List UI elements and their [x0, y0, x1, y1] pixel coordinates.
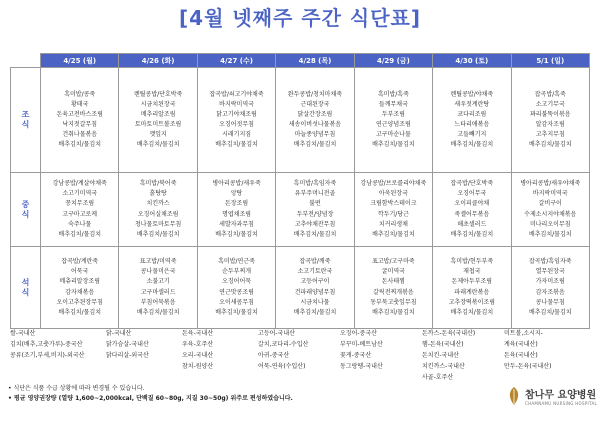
- origin-item: 김치(배추,고춧가루)-중국산: [10, 341, 83, 348]
- origin-column: [340, 328, 383, 372]
- hospital-english-name: CHAMNAMU NURSING HOSPITAL: [525, 401, 598, 406]
- meal-row: [11, 247, 590, 329]
- menu-item: 병아리콩밥/새우죽: [212, 180, 261, 188]
- menu-item: 소고기토란국: [297, 268, 333, 276]
- menu-item: 해초샐러드: [457, 220, 487, 228]
- menu-item: 오이새콤무침: [219, 298, 254, 306]
- origin-item: 만두-돈육(국내산): [504, 363, 552, 370]
- menu-item: 흑미밥/현두부죽: [450, 258, 494, 266]
- menu-item: 잡곡밥/흑죽: [534, 90, 566, 98]
- menu-item: 강남콩밥/계살야채죽: [52, 180, 107, 188]
- menu-cell: [433, 68, 511, 173]
- menu-cell: [354, 68, 432, 173]
- origin-item: 돈육(국내산): [504, 352, 538, 359]
- origin-item: 고등어-국내산: [258, 330, 295, 337]
- menu-item: 토마토미트볼조림: [134, 121, 182, 128]
- menu-item: 콩나물무침: [535, 298, 565, 306]
- menu-item: 갈릭전찌개볶음: [373, 288, 414, 296]
- menu-item: 고들빼기지: [457, 131, 487, 139]
- date-header: 4/28 (목): [276, 54, 354, 68]
- menu-item: 배추김치/물김치: [450, 230, 494, 238]
- note-item: • 식단은 식품 수급 상황에 따라 변경될 수 있습니다.: [8, 385, 145, 392]
- menu-cell: [119, 173, 197, 247]
- menu-item: 치킨까스: [146, 200, 170, 208]
- menu-cell: [511, 173, 589, 247]
- menu-item: 메추리알조림: [140, 110, 176, 118]
- menu-item: 소고기미역국: [62, 190, 98, 198]
- menu-item: 메츄리알장조림: [59, 278, 100, 286]
- menu-item: 시금치나물: [300, 298, 330, 306]
- menu-item: 깍두기/당근: [377, 210, 409, 218]
- menu-item: 배추김치/물김치: [372, 141, 415, 149]
- meal-label: 조식: [11, 68, 41, 173]
- menu-item: 배추김치/물김치: [293, 141, 337, 149]
- menu-item: 열무된장국: [535, 268, 565, 276]
- menu-cell: [197, 68, 275, 173]
- menu-item: 돈제아두부조림: [451, 278, 493, 286]
- menu-item: 알감자조림: [535, 121, 565, 128]
- origin-column: [504, 328, 551, 372]
- menu-item: 수제소시지야채볶음: [524, 210, 577, 218]
- menu-item: 건파래양념무침: [294, 288, 336, 296]
- meal-row: [11, 68, 590, 173]
- menu-cell: [511, 68, 589, 173]
- menu-item: 연근양념조림: [376, 121, 411, 128]
- menu-cell: [197, 173, 275, 247]
- menu-item: 바지락미역국: [532, 190, 568, 198]
- note-item: • 평균 영양권장량 (열량 1,600~2,000kcal, 단백질 60~80g, 지질 30~50g) 위주로 편성하였습니다.: [8, 395, 293, 402]
- menu-item: 닭살간장조림: [297, 110, 333, 118]
- menu-item: 마늘종양념무침: [294, 131, 336, 139]
- menu-item: 시금치된장국: [140, 100, 176, 108]
- menu-item: 동부묵고춧잎무침: [370, 298, 417, 306]
- menu-item: 잡곡밥/쇠고기야채죽: [209, 90, 264, 98]
- menu-item: 고추장떡볶이조림: [448, 298, 495, 306]
- menu-item: 배추김치/물김치: [528, 308, 572, 316]
- menu-cell: [197, 247, 275, 329]
- menu-item: 배추김치/물김치: [58, 308, 101, 316]
- hospital-logo: [506, 386, 597, 406]
- origin-item: 돈육-국내산: [182, 330, 214, 337]
- menu-item: 굴미역국: [381, 268, 405, 276]
- menu-item: 명엽채조림: [222, 210, 252, 218]
- origin-item: 꽃게-중국산: [340, 352, 372, 359]
- menu-item: 배추김치/물김치: [450, 141, 494, 149]
- menu-item: 바지락미역국: [219, 100, 254, 108]
- menu-item: 렌틸콩밥/단호박죽: [133, 90, 183, 98]
- menu-item: 배추김치/물김치: [136, 141, 180, 149]
- meal-label: 석식: [11, 247, 41, 329]
- origin-item: 참치-원양산: [182, 363, 214, 370]
- menu-item: 느타리애볶음: [454, 121, 490, 128]
- menu-item: 흑미밥/연근죽: [218, 258, 255, 266]
- menu-item: 완두콩밥/청치마채죽: [287, 90, 343, 98]
- menu-item: 배추김치/물김치: [215, 230, 258, 238]
- origin-item: 갈치,코다리-수입산: [258, 341, 309, 348]
- menu-item: 깻잎지: [149, 131, 167, 139]
- menu-item: 새우젓계란탕: [454, 100, 490, 108]
- menu-item: 들깨무채국: [378, 100, 408, 108]
- menu-item: 소불고기: [146, 278, 170, 286]
- menu-cell: [433, 247, 511, 329]
- menu-item: 잡곡밥/계란죽: [61, 258, 99, 266]
- meal-table: [10, 53, 590, 329]
- menu-item: 파래계란볶음: [454, 288, 490, 296]
- menu-item: 강남콩밥/브로콜리야채죽: [360, 180, 427, 188]
- menu-cell: [433, 173, 511, 247]
- menu-item: 유부주머니전골: [294, 190, 336, 198]
- menu-item: 가자미조림: [535, 278, 565, 286]
- menu-item: 고추야채잔무침: [294, 220, 336, 228]
- date-header: 4/29 (금): [354, 54, 432, 68]
- origin-item: 오리-국내산: [182, 352, 214, 359]
- origin-column: [182, 328, 213, 372]
- meal-label: 중식: [11, 173, 41, 247]
- notes: [8, 384, 293, 404]
- menu-item: 흑미밥/흑임자죽: [293, 180, 337, 188]
- menu-item: 숙주나물: [68, 220, 92, 228]
- menu-item: 고구마순나물: [376, 131, 411, 139]
- menu-item: 오징어무국: [457, 190, 487, 198]
- ingredient-origin-list: [10, 328, 590, 381]
- menu-item: 순두부찌개: [222, 268, 252, 276]
- menu-item: 고구마고로케: [62, 210, 98, 218]
- menu-item: 미나리오이무침: [529, 220, 571, 228]
- origin-item: 동그랑땡-국내산: [340, 363, 383, 370]
- menu-item: 오징어젓무침: [219, 121, 254, 128]
- menu-item: 돈장조림: [224, 200, 249, 208]
- menu-item: 코다리조림: [457, 110, 487, 118]
- menu-item: 배추김치/물김치: [293, 230, 337, 238]
- origin-column: [106, 328, 149, 361]
- menu-item: 배추김치/물김치: [528, 141, 572, 149]
- menu-item: 새송이버섯나물볶음: [288, 121, 342, 128]
- menu-item: 세발자과무침: [219, 220, 254, 228]
- menu-item: 배추김치/물김치: [215, 308, 258, 316]
- menu-item: 건취나물볶음: [62, 131, 98, 139]
- menu-item: 배추김치/물김치: [372, 308, 415, 316]
- date-header: 4/25 (월): [41, 54, 119, 68]
- menu-item: 청나물토마토무침: [134, 220, 182, 228]
- menu-cell: [354, 247, 432, 329]
- origin-column: [10, 328, 84, 361]
- menu-item: 죽셸어무볶음: [454, 210, 490, 218]
- menu-item: 닭고기야채조림: [216, 110, 257, 118]
- origin-item: 오징어-중국산: [340, 330, 377, 337]
- menu-item: 흑미밥/북어죽: [139, 180, 177, 188]
- date-header: 5/1 (일): [511, 54, 589, 68]
- menu-item: 배추김치/물김치: [528, 230, 572, 238]
- menu-item: 표고밥/고구마죽: [372, 258, 415, 266]
- menu-cell: [41, 247, 119, 329]
- menu-item: 배추김치/물김치: [450, 308, 494, 316]
- date-header: 4/30 (토): [433, 54, 511, 68]
- origin-item: 닭가슴살-국내산: [106, 341, 149, 348]
- menu-item: 소고기무국: [535, 100, 565, 108]
- menu-item: 감자채볶음: [65, 288, 95, 296]
- menu-item: 연근맛콩조림: [219, 288, 254, 296]
- origin-item: 콩류(조기,부세,비지)-외국산: [10, 352, 85, 359]
- menu-item: 오이피클야채: [454, 200, 490, 208]
- menu-item: 배추김치/물김치: [372, 230, 415, 238]
- oak-leaf-icon: [506, 386, 522, 406]
- menu-item: 렌틸콩밥/야채죽: [450, 90, 494, 98]
- menu-item: 배추김치/물김치: [136, 308, 180, 316]
- date-header: 4/27 (수): [197, 54, 275, 68]
- menu-item: 흑미밥/흑죽: [377, 90, 409, 98]
- menu-item: 고추지무침: [535, 131, 565, 139]
- menu-cell: [354, 173, 432, 247]
- menu-item: 꽈리불뚝이볶음: [529, 110, 571, 118]
- origin-column: [422, 328, 475, 383]
- menu-item: 배추김치/물김치: [58, 141, 101, 149]
- page-title: [4월 넷째주 주간 식단표]: [179, 6, 421, 30]
- menu-item: 배추김치/물김치: [58, 230, 101, 238]
- origin-item: 닭다리살-외국산: [106, 352, 149, 359]
- menu-item: 잡곡밥/흑임자죽: [528, 258, 572, 266]
- menu-item: 낙지젓갈무침: [62, 121, 98, 128]
- menu-item: 크림함박스테이크: [370, 200, 417, 208]
- origin-item: 돈까스-돈육(국내산): [422, 330, 476, 337]
- menu-item: 불떤: [309, 200, 321, 208]
- menu-item: 시래기지짐: [222, 131, 252, 139]
- menu-item: 배추김치/물김치: [293, 308, 337, 316]
- menu-cell: [276, 173, 354, 247]
- menu-item: 아욱된장국: [378, 190, 408, 198]
- menu-item: 흙탕탕: [149, 190, 167, 198]
- origin-item: 닭-국내산: [106, 330, 132, 337]
- origin-item: 계육(국내산): [504, 341, 538, 348]
- menu-item: 황태국: [71, 100, 89, 108]
- origin-item: 아귀-중국산: [258, 352, 290, 359]
- menu-item: 근대된장국: [300, 100, 330, 108]
- menu-item: 돈사태찜: [381, 278, 405, 286]
- origin-item: 어묵-연육(수입산): [258, 363, 306, 370]
- origin-item: 부꾸미-베트남산: [340, 341, 383, 348]
- menu-cell: [119, 247, 197, 329]
- menu-cell: [119, 68, 197, 173]
- menu-item: 치커리생채: [378, 220, 408, 228]
- menu-item: 부침어묵볶음: [140, 298, 176, 306]
- menu-item: 어묵국: [71, 268, 89, 276]
- hospital-name: 참나무 요양병원: [525, 390, 597, 401]
- menu-item: 꽁치무조림: [65, 200, 95, 208]
- menu-item: 오이고추된장무침: [56, 298, 103, 306]
- menu-item: 두부조림: [381, 110, 405, 118]
- menu-cell: [41, 68, 119, 173]
- origin-item: 사골-호주산: [422, 374, 454, 381]
- menu-cell: [276, 247, 354, 329]
- menu-item: 재첩국: [463, 268, 481, 276]
- menu-item: 표고밥/미역죽: [139, 258, 177, 266]
- origin-item: 우육-호주산: [182, 341, 214, 348]
- meal-row: [11, 173, 590, 247]
- menu-cell: [41, 173, 119, 247]
- origin-item: 미트볼,소시지-: [504, 330, 543, 337]
- menu-item: 병아리콩밥/새우야채죽: [520, 180, 581, 188]
- menu-item: 고등어구이: [300, 278, 330, 286]
- menu-item: 잡곡밥/깨죽: [299, 258, 331, 266]
- menu-item: 배추김치/물김치: [136, 230, 180, 238]
- header-corner: [11, 54, 41, 68]
- date-header-row: [11, 54, 590, 68]
- menu-item: 오징어실채조림: [137, 210, 179, 218]
- menu-item: 돈육고전바스조림: [56, 110, 103, 118]
- menu-item: 고구마샐러드: [140, 288, 176, 296]
- menu-item: 흑미밥/콩죽: [64, 90, 96, 98]
- origin-column: [258, 328, 308, 372]
- date-header: 4/26 (화): [119, 54, 197, 68]
- origin-item: 치킨까스-국내산: [422, 363, 465, 370]
- menu-item: 앙탕: [230, 190, 243, 198]
- origin-item: 햄-돈육(국내산): [422, 341, 464, 348]
- origin-item: 쌀-국내산: [10, 330, 36, 337]
- menu-cell: [511, 247, 589, 329]
- menu-item: 갈비구이: [538, 200, 562, 208]
- menu-item: 콩나물미은국: [140, 268, 176, 276]
- menu-item: 잡곡밥/단호박죽: [450, 180, 494, 188]
- menu-item: 오징어어묵: [222, 278, 252, 286]
- menu-item: 배추김치/물김치: [215, 141, 258, 149]
- menu-item: 두부전/양념장: [296, 210, 334, 218]
- menu-item: 감자조볶음: [535, 288, 565, 296]
- menu-cell: [276, 68, 354, 173]
- origin-item: 돈치킨-국내산: [422, 352, 459, 359]
